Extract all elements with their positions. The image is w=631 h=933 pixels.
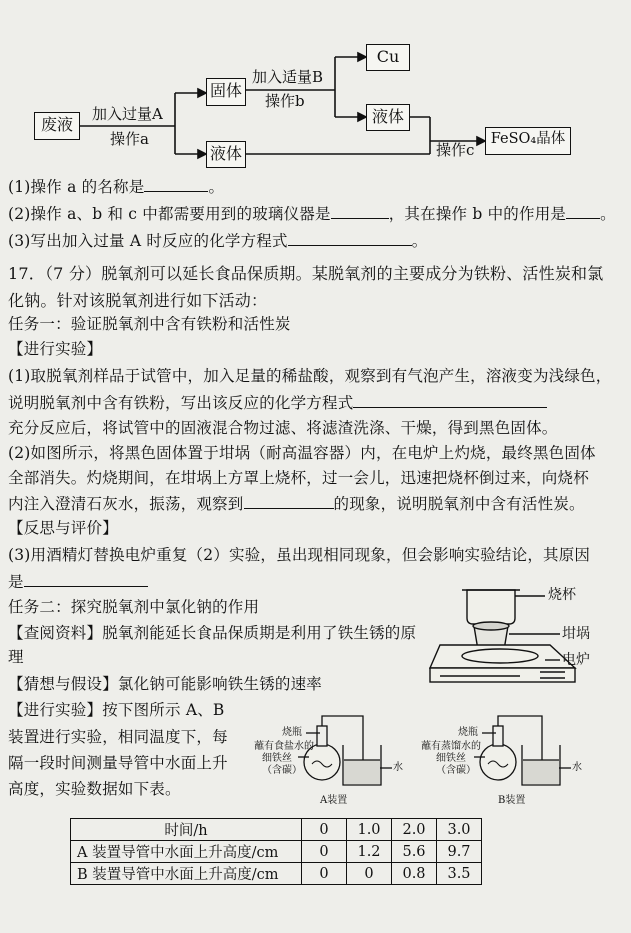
flow-node-waste: 废液: [34, 112, 80, 140]
reflection-heading: 【反思与评价】: [8, 519, 118, 537]
edge-label-add-b: 加入适量B: [252, 68, 324, 86]
q16-part2: (2)操作 a、b 和 c 中都需要用到的玻璃仪器是 ，其在操作 b 中的作用是 。: [8, 205, 616, 223]
label-furnace: 电炉: [562, 652, 590, 668]
table-row: [71, 841, 482, 863]
label-wire-a-3: （含碳）: [262, 765, 302, 776]
info-line1: 【查阅资料】脱氧剂能延长食品保质期是利用了铁生锈的原: [8, 624, 417, 642]
q16-part3: (3)写出加入过量 A 时反应的化学方程式 。: [8, 232, 428, 250]
label-water-b: 水: [572, 762, 582, 773]
label-wire-a-2: 细铁丝: [262, 753, 292, 764]
flow-node-liquid-1: 液体: [206, 141, 246, 168]
flow-node-cu: Cu: [366, 44, 410, 71]
flow-node-product: FeSO₄晶体: [485, 127, 571, 155]
info-line2: 理: [8, 648, 24, 666]
exp2-line1: (2)如图所示，将黑色固体置于坩埚（耐高温容器）内，在电炉上灼烧，最终黑色固体: [8, 444, 596, 462]
reflection-q3-line2: 是: [8, 574, 148, 591]
table-header-time: 时间/h: [71, 819, 302, 841]
table-row-a-label: A 装置导管中水面上升高度/cm: [71, 841, 302, 863]
table-cell: 9.7: [437, 841, 482, 863]
exp-ab-line3: 隔一段时间测量导管中水面上升: [8, 754, 228, 772]
q17-intro-line1: 17．（7 分）脱氧剂可以延长食品保质期。某脱氧剂的主要成分为铁粉、活性炭和氯: [8, 264, 604, 283]
exp-ab-line2: 装置进行实验，相同温度下，每: [8, 728, 228, 746]
label-flask-a: 烧瓶: [282, 727, 302, 738]
flow-node-liquid-2: 液体: [366, 104, 410, 131]
label-beaker: 烧杯: [548, 587, 576, 603]
table-cell: 5.6: [392, 841, 437, 863]
reflection-q3-line1: (3)用酒精灯替换电炉重复（2）实验，虽出现相同现象，但会影响实验结论，其原因: [8, 546, 591, 564]
table-row: [71, 819, 482, 841]
table-cell: 0: [302, 863, 347, 885]
label-flask-b: 烧瓶: [458, 727, 478, 738]
table-cell: 0: [347, 863, 392, 885]
exp1-line3: 充分反应后，将试管中的固液混合物过滤、将滤渣洗涤、干燥，得到黑色固体。: [8, 419, 558, 437]
task2-heading: 任务二：探究脱氧剂中氯化钠的作用: [8, 598, 260, 616]
table-cell: 0: [302, 841, 347, 863]
exp-ab-line4: 高度，实验数据如下表。: [8, 780, 181, 798]
task1-heading: 任务一：验证脱氧剂中含有铁粉和活性炭: [8, 315, 291, 333]
caption-apparatus-b: B装置: [498, 795, 526, 806]
label-crucible: 坩埚: [562, 626, 590, 642]
label-water-a: 水: [393, 762, 403, 773]
table-row: [71, 863, 482, 885]
experiment-heading: 【进行实验】: [8, 340, 103, 358]
exp2-line3: 内注入澄清石灰水，振荡，观察到 的现象，说明脱氧剂中含有活性炭。: [8, 495, 585, 513]
exp1-line2: 说明脱氧剂中含有铁粉，写出该反应的化学方程式: [8, 395, 547, 412]
q17-intro-line2: 化钠。针对该脱氧剂进行如下活动：: [8, 291, 268, 310]
label-wire-b-2: 细铁丝: [436, 753, 466, 764]
hypothesis-line: 【猜想与假设】氯化钠可能影响铁生锈的速率: [8, 675, 323, 693]
label-wire-b-3: （含碳）: [436, 765, 476, 776]
edge-label-op-a: 操作a: [110, 130, 149, 148]
table-cell: 1.2: [347, 841, 392, 863]
label-wire-a-1: 蘸有食盐水的: [254, 741, 314, 752]
edge-label-op-b: 操作b: [265, 92, 305, 110]
table-cell: 0.8: [392, 863, 437, 885]
caption-apparatus-a: A装置: [320, 795, 348, 806]
table-cell: 1.0: [347, 819, 392, 841]
edge-label-add-a: 加入过量A: [92, 105, 163, 123]
table-row-b-label: B 装置导管中水面上升高度/cm: [71, 863, 302, 885]
table-cell: 3.0: [437, 819, 482, 841]
flow-node-solid: 固体: [206, 78, 246, 106]
data-table: [70, 818, 482, 885]
table-cell: 0: [302, 819, 347, 841]
label-wire-b-1: 蘸有蒸馏水的: [421, 741, 481, 752]
edge-label-op-c: 操作c: [436, 141, 475, 159]
q16-part1: (1)操作 a 的名称是 。: [8, 178, 225, 196]
exp1-line1: (1)取脱氧剂样品于试管中，加入足量的稀盐酸，观察到有气泡产生，溶液变为浅绿色，: [8, 367, 612, 385]
table-cell: 3.5: [437, 863, 482, 885]
exp2-line2: 全部消失。灼烧期间，在坩埚上方罩上烧杯，过一会儿，迅速把烧杯倒过来，向烧杯: [8, 469, 589, 487]
exp-ab-line1: 【进行实验】按下图所示 A、B: [8, 701, 225, 719]
table-cell: 2.0: [392, 819, 437, 841]
